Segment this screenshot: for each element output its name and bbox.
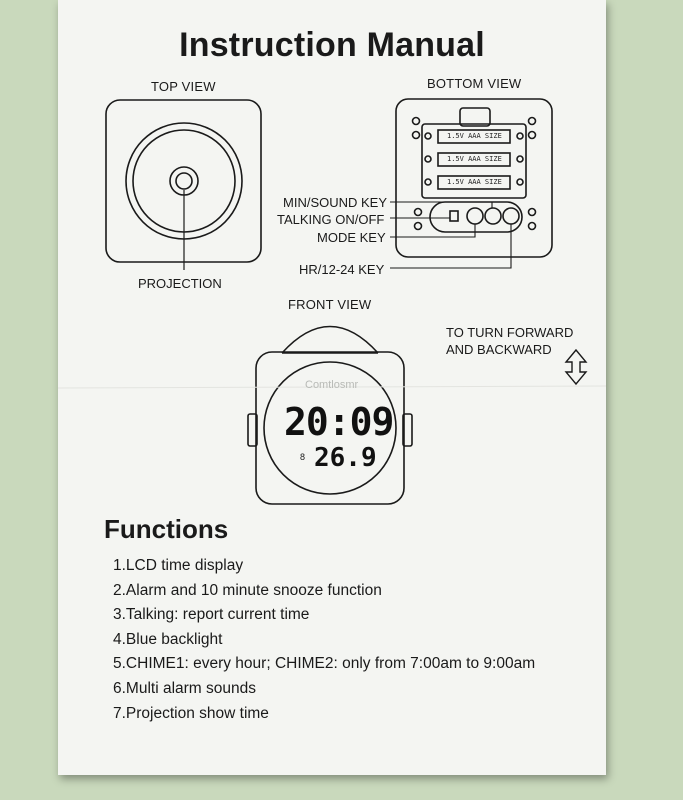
function-item-5: 5.CHIME1: every hour; CHIME2: only from 7:00am to 9:00am (113, 655, 536, 673)
lcd-small-indicator: 8 (300, 452, 306, 462)
function-item-6: 6.Multi alarm sounds (113, 679, 257, 697)
lcd-temperature-display: 26.9 (314, 443, 377, 473)
top-view-label: TOP VIEW (151, 79, 216, 94)
battery-label-1: 1.5V AAA SIZE (447, 132, 502, 140)
function-item-4: 4.Blue backlight (113, 630, 223, 648)
min-sound-key-label: MIN/SOUND KEY (283, 195, 388, 210)
page-title: Instruction Manual (179, 26, 485, 64)
turn-label-line1: TO TURN FORWARD (446, 325, 574, 340)
watermark: Comtlosmr (305, 379, 359, 391)
bottom-view-label: BOTTOM VIEW (427, 76, 522, 91)
lcd-time-display: 20:09 (284, 400, 394, 444)
battery-label-2: 1.5V AAA SIZE (447, 155, 502, 163)
functions-list (113, 554, 535, 726)
function-item-1: 1.LCD time display (113, 557, 244, 574)
function-item-3: 3.Talking: report current time (113, 606, 310, 624)
mode-key-label: MODE KEY (317, 230, 386, 245)
top-view-diagram (106, 100, 261, 270)
projection-label: PROJECTION (138, 276, 222, 291)
function-item-2: 2.Alarm and 10 minute snooze function (113, 581, 382, 599)
functions-heading: Functions (104, 514, 229, 544)
function-item-7: 7.Projection show time (113, 704, 269, 722)
battery-label-3: 1.5V AAA SIZE (447, 178, 502, 186)
turn-label-line2: AND BACKWARD (446, 342, 552, 357)
front-view-label: FRONT VIEW (288, 297, 372, 312)
talking-switch-label: TALKING ON/OFF (277, 212, 385, 227)
hr-key-label: HR/12-24 KEY (299, 262, 385, 277)
